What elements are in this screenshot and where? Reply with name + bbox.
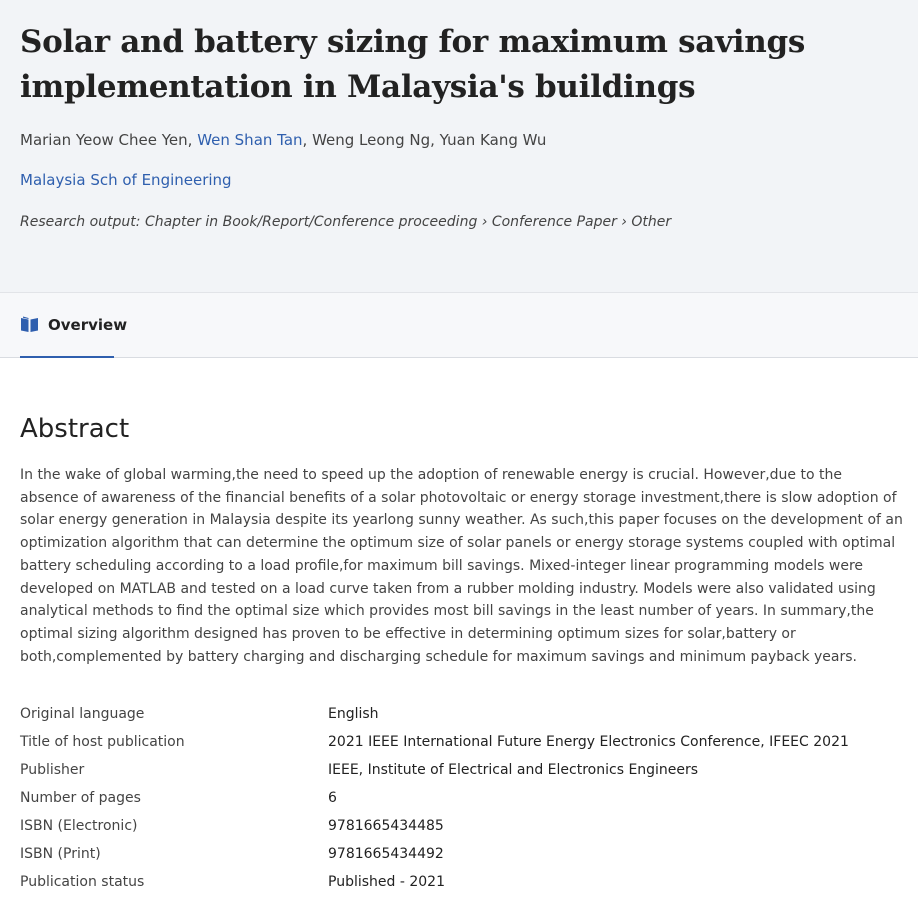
detail-row [20,814,900,842]
detail-label: Original language [20,706,145,722]
detail-row [20,730,900,758]
page-title: Solar and battery sizing for maximum savings implementation in Malaysia's buildings [20,24,806,105]
detail-value: English [328,706,379,722]
detail-label: Publisher [20,762,85,778]
detail-row [20,870,900,898]
detail-value: 2021 IEEE International Future Energy Electronics Conference, IFEEC 2021 [328,734,849,750]
author-list [20,129,546,151]
detail-row [20,786,900,814]
tab-overview[interactable] [20,293,128,358]
detail-value: 9781665434485 [328,818,444,834]
detail-row [20,702,900,730]
detail-value: 9781665434492 [328,846,444,862]
organisation-link[interactable]: Malaysia Sch of Engineering [20,171,232,189]
abstract-text: In the wake of global warming,the need to speed up the adoption of renewable energy is crucial. However,due to the absence of awareness of the financial benefits of a solar photovoltaic or energy storage investment,there is slow adoption of solar energy generation in Malaysia despite its yearlong sunny weather. As such,this paper focuses on the development of an optimization algorithm that can determine the optimum size of solar panels or energy storage systems coupled with optimal battery scheduling according to a load profile,for maximum bill savings. Mixed-integer linear programming models were developed on MATLAB and tested on a load curve taken from a rubber molding industry. Models were also validated using analytical methods to find the optimal size which provides most bill savings in the least number of years. In summary,the optimal sizing algorithm designed has proven to be effective in determining optimum sizes for solar,battery or both,complemented by battery charging and discharging schedule for maximum savings and minimum payback years. [20,467,903,665]
detail-value: Published - 2021 [328,874,445,890]
detail-row [20,758,900,786]
author-link-wen-shan-tan[interactable]: Wen Shan Tan [197,131,303,149]
author-names-plain: Marian Yeow Chee Yen, [20,131,198,149]
detail-row [20,842,900,870]
detail-label: ISBN (Electronic) [20,818,138,834]
publication-details-table [20,702,900,898]
publication-header [0,0,918,292]
research-output-type: Research output: Chapter in Book/Report/Conference proceeding › Conference Paper › Other [20,214,672,230]
detail-label: Publication status [20,874,145,890]
book-icon [20,316,39,333]
author-names-plain-tail: , Weng Leong Ng, Yuan Kang Wu [302,131,547,149]
detail-label: ISBN (Print) [20,846,101,862]
detail-label: Number of pages [20,790,141,806]
tab-label: Overview [48,315,128,334]
detail-value: IEEE, Institute of Electrical and Electronics Engineers [328,762,699,778]
tab-bar [0,292,918,358]
abstract-heading: Abstract [20,414,130,444]
detail-label: Title of host publication [20,734,185,750]
detail-value: 6 [328,790,337,806]
